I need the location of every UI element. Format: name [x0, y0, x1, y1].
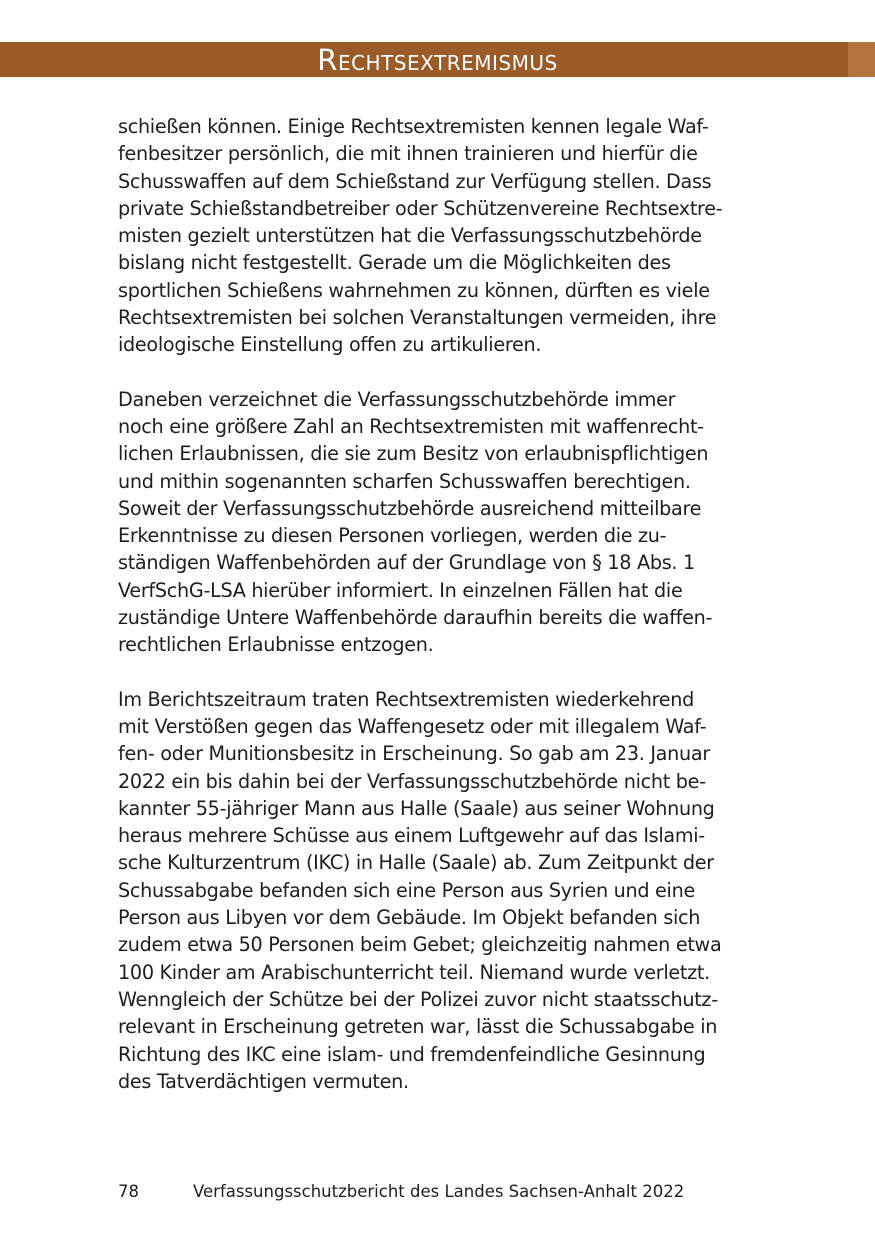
page-number: 78 — [118, 1182, 139, 1201]
publication-title: Verfassungsschutzbericht des Landes Sachsen-Anhalt 2022 — [193, 1182, 685, 1201]
paragraph-2: Daneben verzeichnet die Verfassungsschutzbehörde immer noch eine größere Zahl an Rechtsextremisten mit waffenrecht- lichen Erlaubnissen, die sie zum Besitz von erlaubnispflichtigen und mithin sogenannten scharfen Schusswaffen berechtigen. Soweit der Verfassungsschutzbehörde ausreichend mitteilbare Erkenntnisse zu diesen Personen vorliegen, werden die zu- ständigen Waffenbehörden auf der Grundlage von § 18 Abs. 1 VerfSchG-LSA hierüber informiert. In einzelnen Fällen hat die zuständige Untere Waffenbehörde daraufhin bereits die waffen- rechtlichen Erlaubnisse entzogen. — [118, 387, 713, 657]
paragraph-3: Im Berichtszeitraum traten Rechtsextremisten wiederkehrend mit Verstößen gegen das Waffengesetz oder mit illegalem Waf- fen- oder Munitionsbesitz in Erscheinung. So gab am 23. Januar 2022 ein bis dahin bei der Verfassungsschutzbehörde nicht be- kannter 55-jähriger Mann aus Halle (Saale) aus seiner Wohnung heraus mehrere Schüsse aus einem Luftgewehr auf das Islami- sche Kulturzentrum (IKC) in Halle (Saale) ab. Zum Zeitpunkt der Schussabgabe befanden sich eine Person aus Syrien und eine Person aus Libyen vor dem Gebäude. Im Objekt befanden sich zudem etwa 50 Personen beim Gebet; gleichzeitig nahmen etwa 100 Kinder am Arabischunterricht teil. Niemand wurde verletzt. Wenngleich der Schütze bei der Polizei zuvor nicht staatsschutz- relevant in Erscheinung getreten war, lässt die Schussabgabe in Richtung des IKC eine islam- und fremdenfeindliche Gesinnung des Tatverdächtigen vermuten. — [118, 687, 722, 1093]
section-header-bar — [0, 42, 875, 77]
body-text — [118, 113, 758, 1122]
section-title: Rechtsextremismus — [317, 43, 558, 77]
paragraph-1: schießen können. Einige Rechtsextremisten kennen legale Waf- fenbesitzer persönlich, die mit ihnen trainieren und hierfür die Schusswaffen auf dem Schießstand zur Verfügung stellen. Dass private Schießstandbetreiber oder Schützenvereine Rechtsextre- misten gezielt unterstützen hat die Verfassungsschutzbehörde bislang nicht festgestellt. Gerade um die Möglichkeiten des sportlichen Schießens wahrnehmen zu können, dürften es viele Rechtsextremisten bei solchen Veranstaltungen vermeiden, ihre ideologische Einstellung offen zu artikulieren. — [118, 115, 723, 357]
page-footer — [118, 1181, 684, 1203]
